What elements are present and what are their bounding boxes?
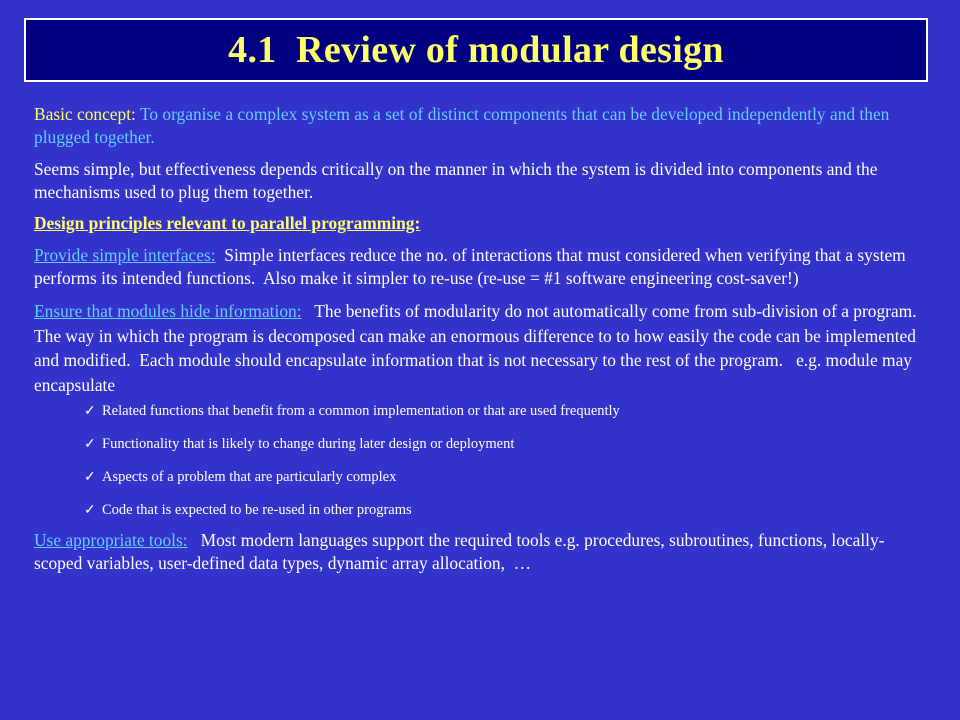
slide-title: 4.1 Review of modular design bbox=[228, 29, 724, 71]
basic-concept-paragraph bbox=[34, 103, 924, 149]
principles-heading-text: Design principles relevant to parallel programming: bbox=[34, 213, 421, 233]
list-item-text: Functionality that is likely to change during later design or deployment bbox=[102, 436, 515, 452]
list-item bbox=[84, 436, 924, 453]
interfaces-paragraph bbox=[34, 244, 924, 290]
list-item bbox=[84, 502, 924, 519]
information-paragraph bbox=[34, 299, 924, 397]
principles-heading bbox=[34, 212, 924, 235]
information-text: The benefits of modularity do not automatically come from sub-division of a program. The way in which the program is decomposed can make an enormous difference to to how easily the code can be implemented and modified. Each module should encapsulate information that is not necessary to the rest of the program. e.g. module may encapsulate bbox=[34, 301, 925, 395]
seems-simple-paragraph: Seems simple, but effectiveness depends critically on the manner in which the system is divided into components and the mechanisms used to plug them together. bbox=[34, 159, 878, 202]
basic-concept-label: Basic concept: bbox=[34, 104, 140, 124]
checkmark-icon: ✓ bbox=[84, 404, 96, 419]
title-box bbox=[24, 18, 928, 82]
list-item-text: Code that is expected to be re-used in other programs bbox=[102, 502, 412, 518]
checkmark-icon: ✓ bbox=[84, 437, 96, 452]
tools-label: Use appropriate tools: bbox=[34, 530, 188, 550]
list-item-text: Related functions that benefit from a common implementation or that are used frequently bbox=[102, 403, 620, 419]
list-item bbox=[84, 403, 924, 420]
tools-text: Most modern languages support the required tools e.g. procedures, subroutines, functions, locally-scoped variables, user-defined data types, dynamic array allocation, … bbox=[34, 530, 885, 573]
list-item bbox=[84, 469, 924, 486]
basic-concept-text: To organise a complex system as a set of distinct components that can be developed independently and then plugged together. bbox=[34, 104, 890, 147]
interfaces-text: Simple interfaces reduce the no. of interactions that must considered when verifying that a system performs its intended functions. Also make it simpler to re-use (re-use = #1 software engineering cost-saver!) bbox=[34, 245, 911, 288]
information-label: Ensure that modules hide information: bbox=[34, 301, 302, 321]
tools-paragraph bbox=[34, 529, 924, 575]
checkmark-icon: ✓ bbox=[84, 503, 96, 518]
slide-content bbox=[34, 103, 924, 575]
interfaces-label: Provide simple interfaces: bbox=[34, 245, 216, 265]
encapsulation-list bbox=[34, 403, 924, 519]
checkmark-icon: ✓ bbox=[84, 470, 96, 485]
list-item-text: Aspects of a problem that are particularly complex bbox=[102, 469, 397, 485]
